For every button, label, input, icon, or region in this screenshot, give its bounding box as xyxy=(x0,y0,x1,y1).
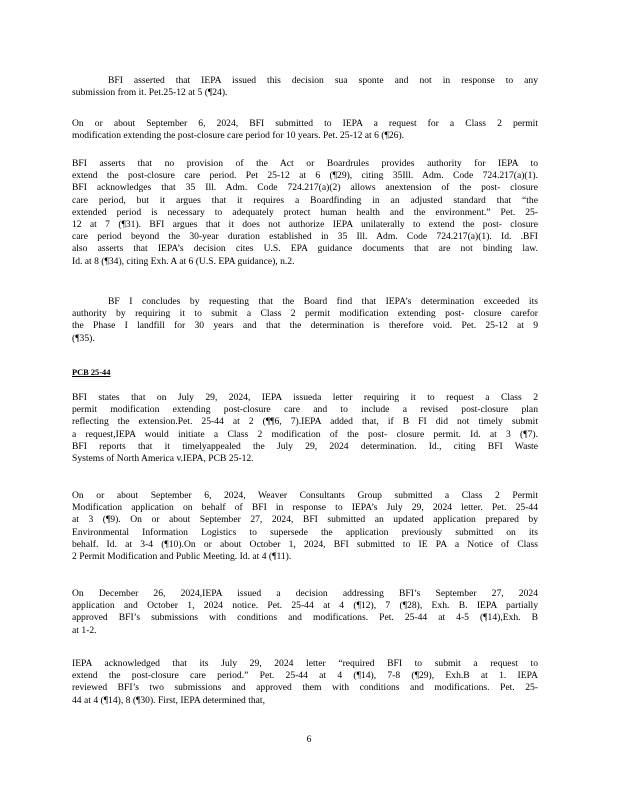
text-line: On or about September 6, 2024, BFI submitted to IEPA a request for a Class 2 permit xyxy=(72,118,538,129)
text-line: BFI states that on July 29, 2024, IEPA issueda letter requiring it to request a Class 2 xyxy=(72,392,538,403)
text-line: (¶35). xyxy=(72,332,95,344)
text-line: the Phase I landfill for 30 years and that the determination is therefore void. Pet. 25-12 at 9 xyxy=(72,320,538,332)
text-line: On or about September 6, 2024, Weaver Consultants Group submitted a Class 2 Permit xyxy=(72,490,538,501)
section-heading: PCB 25-44 xyxy=(72,368,111,377)
text-line: reflecting the extension.Pet. 25-44 at 2 (¶¶6, 7).IEPA added that, if B FI did not timely submit xyxy=(72,416,538,428)
text-line: extend the post-closure care period.” Pet. 25-44 at 4 (¶14), 7-8 (¶29), Exh.B at 1. IEPA xyxy=(72,670,538,682)
text-line: submission from it. Pet.25-12 at 5 (¶24). xyxy=(72,87,228,99)
text-line: care period, but it argues that it requires a Boardfinding in an adjusted standard that “the xyxy=(72,194,538,206)
text-line: BFI acknowledges that 35 Ill. Adm. Code 724.217(a)(2) allows anextension of the post- closure xyxy=(72,182,538,194)
text-line: Environmental Information Logistics to supersede the application previously submitted on its xyxy=(72,526,538,538)
text-line: at 1-2. xyxy=(72,624,97,636)
text-line: extended period is necessary to adequately protect human health and the environment.” Pet. 25- xyxy=(72,206,538,218)
text-line: BFI reports that it timelyappealed the July 29, 2024 determination. Id., citing BFI Waste xyxy=(72,440,538,452)
text-line: application and October 1, 2024 notice. Pet. 25-44 at 4 (¶12), 7 (¶28), Exh. B. IEPA partially xyxy=(72,600,538,612)
text-line: modification extending the post-closure care period for 10 years. Pet. 25-12 at 6 (¶26). xyxy=(72,130,405,142)
text-line: extend the post-closure care period. Pet 25-12 at 6 (¶29), citing 35Ill. Adm. Code 724.217(a)(1). xyxy=(72,170,538,182)
text-line: at 3 (¶9). On or about September 27, 2024, BFI submitted an updated application prepared by xyxy=(72,514,538,526)
text-line: 12 at 7 (¶31). BFI argues that it does not authorize IEPA unilaterally to extend the post- closure xyxy=(72,219,538,231)
text-line: behalf. Id. at 3-4 (¶10).On or about October 1, 2024, BFI submitted to IE PA a Notice of Class xyxy=(72,538,538,550)
text-line: Systems of North America v.IEPA, PCB 25-12. xyxy=(72,453,254,465)
text-line: a request,IEPA would initiate a Class 2 modification of the post- closure permit. Id. at 3 (¶7). xyxy=(72,428,538,440)
page-number: 6 xyxy=(306,734,312,745)
text-line: IEPA acknowledged that its July 29, 2024 letter “required BFI to submit a request to xyxy=(72,658,538,669)
text-line: approved BFI’s submissions with conditions and modifications. Pet. 25-44 at 4-5 (¶14),Exh. B xyxy=(72,612,538,624)
text-line: BFI asserts that no provision of the Act or Boardrules provides authority for IEPA to xyxy=(72,158,538,169)
text-line: also asserts that IEPA’s decision cites U.S. EPA guidance documents that are not binding law. xyxy=(72,243,538,255)
text-line: On December 26, 2024,IEPA issued a decision addressing BFI’s September 27, 2024 xyxy=(72,588,538,599)
paragraph-weaver-consultants xyxy=(72,490,538,563)
paragraph-bfi-request xyxy=(72,118,538,142)
text-line: permit modification extending post-closure care and to include a revised post-closure plan xyxy=(72,404,538,416)
text-line: Modification application on behalf of BFI in response to IEPA’s July 29, 2024 letter. Pet. 25-44 xyxy=(72,502,538,514)
text-line: Id. at 8 (¶34), citing Exh. A at 6 (U.S. EPA guidance), n.2. xyxy=(72,255,295,267)
text-line: 44 at 4 (¶14), 8 (¶30). First, IEPA determined that, xyxy=(72,694,265,706)
text-line: BF I concludes by requesting that the Board find that IEPA’s determination exceeded its xyxy=(108,296,538,307)
paragraph-iepa-acknowledged xyxy=(72,658,538,707)
text-line: reviewed BFI’s two submissions and approved them with conditions and modifications. Pet. 25- xyxy=(72,682,538,694)
paragraph-bfi-asserts xyxy=(72,158,538,268)
text-line: authority by requiring it to submit a Class 2 permit modification extending post- closure carefor xyxy=(72,308,538,320)
text-line: BFI asserted that IEPA issued this decision sua sponte and not in response to any xyxy=(108,75,538,86)
text-line: care period beyond the 30-year duration established in 35 Ill. Adm. Code 724.217(a)(1). Id. .BFI xyxy=(72,231,538,243)
paragraph-december-decision xyxy=(72,588,538,637)
paragraph-bfi-concludes xyxy=(72,296,538,345)
text-line: 2 Permit Modification and Public Meeting. Id. at 4 (¶11). xyxy=(72,551,292,563)
paragraph-sua-sponte xyxy=(72,75,538,99)
paragraph-july-letter xyxy=(72,392,538,465)
